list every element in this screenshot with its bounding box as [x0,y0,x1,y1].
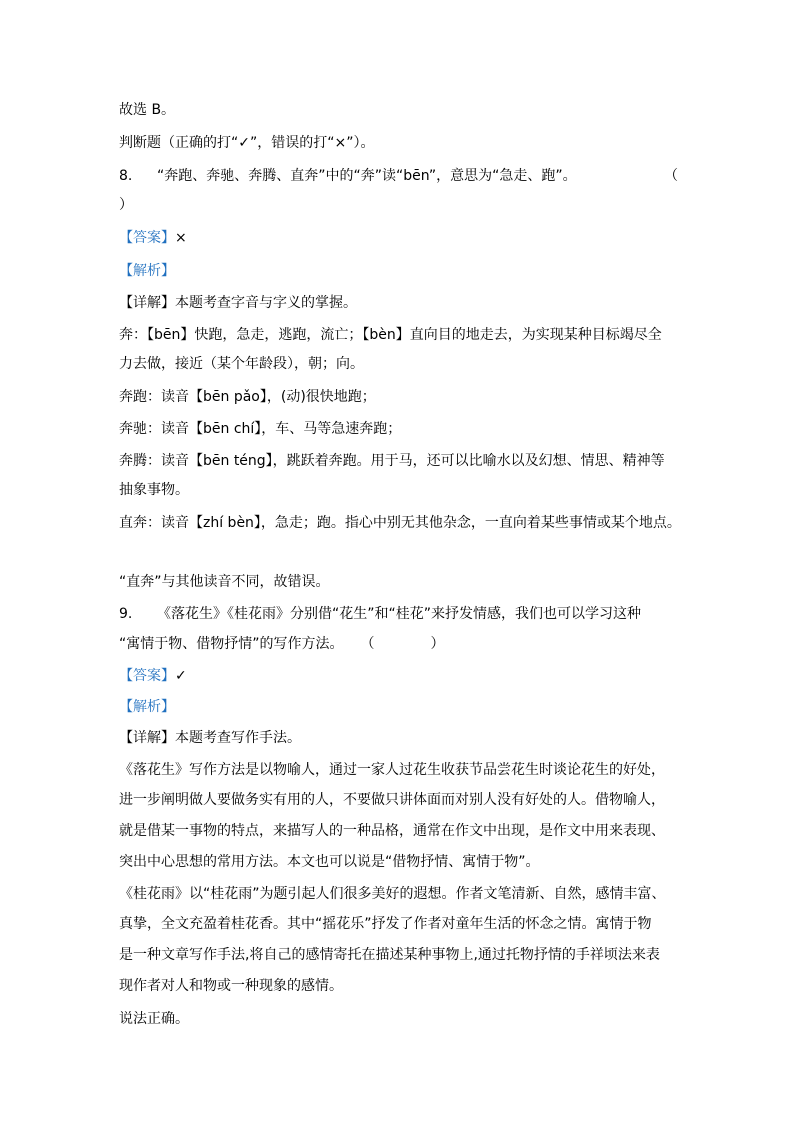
question-9-continued [119,634,445,654]
conclusion-line: 故选 B。 [119,102,176,118]
question-number: 9. [119,606,133,622]
detail-line: 奔腾：读音【bēn téng】，跳跃着奔跑。用于马，还可以比喻水以及幻想、情思、精神等 [119,453,665,469]
detail-line: 【详解】本题考查写作手法。 [119,730,301,746]
question-number: 8. [119,168,133,184]
question-8 [119,166,577,186]
section-heading: 判断题（正确的打“✓”，错误的打“×”）。 [119,135,375,151]
detail-line: 突出中心思想的常用方法。本文也可以说是“借物抒情、寓情于物”。 [119,854,540,870]
analysis-label: 【解析】 [119,263,175,279]
detail-line: 奔驰：读音【bēn chí】，车、马等急速奔跑； [119,421,402,437]
detail-line: 抽象事物。 [119,482,189,498]
detail-line: 真挚，全文充盈着桂花香。其中“摇花乐”抒发了作者对童年生活的怀念之情。寓情于物 [119,916,652,932]
question-text: “寓情于物、借物抒情”的写作方法。 [119,636,344,652]
question-text: 《落花生》《桂花雨》分别借“花生”和“桂花”来抒发情感，我们也可以学习这种 [157,606,642,622]
answer-label: 【答案】 [119,230,175,246]
answer-paren: （ ） [367,636,445,652]
detail-line: 《落花生》写作方法是以物喻人，通过一家人过花生收获节品尝花生时谈论花生的好处， [119,762,665,778]
question-9 [119,604,641,624]
answer-paren-close: ） [119,197,133,213]
detail-line: 进一步阐明做人要做务实有用的人，不要做只讲体面而对别人没有好处的人。借物喻人， [119,792,665,808]
detail-line: 奔跑：读音【bēn pǎo】，(动)很快地跑； [119,389,376,405]
detail-line: 【详解】本题考查字音与字义的掌握。 [119,295,357,311]
answer-value: × [175,230,187,246]
detail-line: 奔：【bēn】快跑，急走，逃跑，流亡；【bèn】直向目的地走去，为实现某种目标竭尽全 [119,327,662,343]
detail-line: 《桂花雨》以“桂花雨”为题引起人们很多美好的遐想。作者文笔清新、自然，感情丰富、 [119,886,666,902]
answer-row [119,228,187,248]
detail-line: 就是借某一事物的特点，来描写人的一种品格，通常在作文中出现，是作文中用来表现、 [119,823,665,839]
answer-row [119,666,187,686]
question-text: “奔跑、奔驰、奔腾、直奔”中的“奔”读“bēn”，意思为“急走、跑”。 [157,168,577,184]
detail-line: 是一种文章写作手法,将自己的感情寄托在描述某种事物上,通过托物抒情的手祥顷法来表 [119,947,660,963]
answer-paren-open: （ [664,168,678,184]
answer-label: 【答案】 [119,668,175,684]
detail-line: “直奔”与其他读音不同，故错误。 [119,574,330,590]
detail-line: 说法正确。 [119,1011,189,1027]
analysis-label: 【解析】 [119,699,175,715]
detail-line: 直奔：读音【zhí bèn】，急走；跑。指心中别无其他杂念，一直向着某些事情或某个地点。 [119,515,681,531]
detail-line: 力去做，接近（某个年龄段），朝；向。 [119,356,364,372]
answer-value: ✓ [175,668,187,684]
detail-line: 现作者对人和物或一种现象的感情。 [119,978,343,994]
